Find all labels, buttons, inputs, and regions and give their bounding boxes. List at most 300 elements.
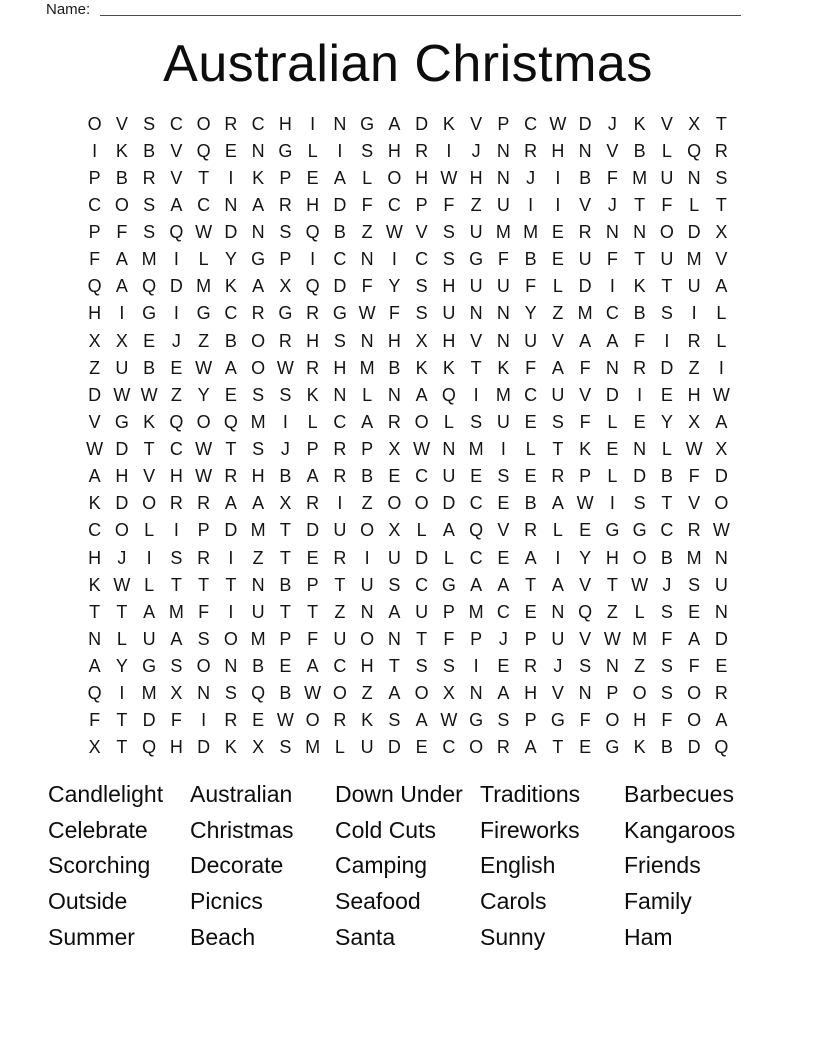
grid-letter-r23-c21: H	[633, 710, 647, 731]
grid-letter-r20-c6: O	[223, 628, 238, 649]
grid-letter-r1-c8: H	[278, 113, 292, 134]
grid-letter-r7-c24: A	[715, 276, 728, 297]
grid-letter-r5-c23: D	[687, 222, 701, 243]
grid-letter-r20-c5: S	[197, 628, 210, 649]
grid-letter-r22-c15: N	[469, 683, 483, 704]
grid-letter-r14-c9: A	[306, 466, 319, 487]
grid-letter-r3-c4: V	[170, 167, 183, 188]
grid-letter-r17-c21: O	[632, 547, 647, 568]
grid-letter-r17-c17: A	[524, 547, 537, 568]
grid-letter-r4-c2: O	[114, 194, 129, 215]
grid-letter-r10-c12: B	[388, 357, 401, 378]
word-list-item: Seafood	[335, 888, 421, 915]
grid-letter-r8-c15: N	[469, 303, 483, 324]
grid-letter-r17-c23: M	[686, 547, 702, 568]
grid-letter-r15-c12: O	[387, 493, 402, 514]
grid-letter-r12-c15: S	[470, 411, 483, 432]
grid-letter-r16-c6: D	[224, 520, 238, 541]
grid-letter-r21-c1: A	[88, 656, 101, 677]
grid-letter-r5-c20: N	[605, 222, 619, 243]
grid-letter-r12-c13: O	[414, 411, 429, 432]
grid-letter-r18-c20: T	[606, 574, 618, 595]
grid-letter-r21-c24: E	[715, 656, 728, 677]
grid-letter-r23-c6: R	[224, 710, 238, 731]
grid-letter-r14-c23: F	[688, 466, 700, 487]
grid-letter-r10-c14: K	[442, 357, 455, 378]
grid-letter-r22-c1: Q	[87, 683, 102, 704]
grid-letter-r8-c23: I	[691, 303, 697, 324]
grid-letter-r12-c3: K	[143, 411, 156, 432]
grid-letter-r23-c15: G	[469, 710, 484, 731]
grid-letter-r8-c9: R	[306, 303, 320, 324]
grid-letter-r22-c14: X	[442, 683, 455, 704]
grid-letter-r22-c18: V	[551, 683, 564, 704]
grid-letter-r19-c24: N	[714, 601, 728, 622]
grid-letter-r24-c10: L	[334, 737, 345, 758]
grid-letter-r15-c16: E	[497, 493, 510, 514]
grid-letter-r1-c11: G	[360, 113, 375, 134]
grid-letter-r9-c11: N	[360, 330, 374, 351]
grid-letter-r4-c11: F	[361, 194, 373, 215]
grid-letter-r6-c11: N	[360, 249, 374, 270]
grid-letter-r1-c20: J	[607, 113, 617, 134]
grid-letter-r17-c15: C	[469, 547, 483, 568]
grid-letter-r12-c20: L	[607, 411, 618, 432]
grid-letter-r6-c18: E	[551, 249, 564, 270]
grid-letter-r23-c23: O	[687, 710, 702, 731]
word-list-item: Picnics	[190, 888, 263, 915]
grid-letter-r20-c23: A	[688, 628, 701, 649]
grid-letter-r19-c15: M	[468, 601, 484, 622]
grid-letter-r23-c14: W	[440, 710, 458, 731]
grid-letter-r22-c10: O	[332, 683, 347, 704]
grid-letter-r6-c16: F	[497, 249, 509, 270]
grid-letter-r23-c13: A	[415, 710, 428, 731]
grid-letter-r10-c18: A	[551, 357, 564, 378]
grid-letter-r2-c6: E	[224, 140, 237, 161]
grid-letter-r24-c18: T	[552, 737, 564, 758]
grid-letter-r12-c4: Q	[169, 411, 184, 432]
grid-letter-r6-c23: M	[686, 249, 702, 270]
grid-letter-r2-c9: L	[307, 140, 318, 161]
grid-letter-r13-c2: D	[115, 439, 129, 460]
grid-letter-r1-c3: S	[143, 113, 156, 134]
grid-letter-r9-c2: X	[115, 330, 128, 351]
grid-letter-r13-c8: J	[280, 439, 290, 460]
grid-letter-r3-c23: N	[687, 167, 701, 188]
grid-letter-r20-c4: A	[170, 628, 183, 649]
grid-letter-r13-c12: X	[388, 439, 401, 460]
grid-letter-r17-c3: I	[146, 547, 152, 568]
word-list-item: Outside	[48, 888, 128, 915]
grid-letter-r13-c1: W	[86, 439, 104, 460]
grid-letter-r8-c14: U	[442, 303, 456, 324]
grid-letter-r8-c10: G	[332, 303, 347, 324]
grid-letter-r1-c23: X	[688, 113, 701, 134]
grid-letter-r13-c23: W	[685, 439, 703, 460]
grid-letter-r8-c17: Y	[524, 303, 537, 324]
grid-letter-r15-c7: A	[252, 493, 265, 514]
grid-letter-r9-c4: J	[171, 330, 181, 351]
grid-letter-r3-c15: H	[469, 167, 483, 188]
grid-letter-r2-c5: Q	[196, 140, 211, 161]
grid-letter-r2-c11: S	[361, 140, 374, 161]
grid-letter-r1-c22: V	[660, 113, 673, 134]
grid-letter-r6-c2: A	[115, 249, 128, 270]
grid-letter-r21-c23: F	[688, 656, 700, 677]
grid-letter-r9-c7: O	[251, 330, 266, 351]
grid-letter-r12-c17: E	[524, 411, 537, 432]
grid-letter-r5-c15: U	[469, 222, 483, 243]
grid-letter-r5-c1: P	[88, 222, 101, 243]
grid-letter-r3-c1: P	[88, 167, 101, 188]
grid-letter-r9-c6: B	[224, 330, 237, 351]
grid-letter-r14-c6: R	[224, 466, 238, 487]
grid-letter-r11-c14: Q	[441, 384, 456, 405]
grid-letter-r5-c5: W	[195, 222, 213, 243]
grid-letter-r16-c8: T	[279, 520, 291, 541]
grid-letter-r9-c22: I	[664, 330, 670, 351]
grid-letter-r17-c20: H	[605, 547, 619, 568]
grid-letter-r14-c3: V	[143, 466, 156, 487]
grid-letter-r11-c16: M	[495, 384, 511, 405]
grid-letter-r11-c22: E	[660, 384, 673, 405]
grid-letter-r1-c10: N	[333, 113, 347, 134]
grid-letter-r23-c5: I	[201, 710, 207, 731]
grid-letter-r3-c16: N	[496, 167, 510, 188]
grid-letter-r14-c20: L	[607, 466, 618, 487]
grid-letter-r6-c22: U	[660, 249, 674, 270]
grid-letter-r19-c10: Z	[334, 601, 346, 622]
grid-letter-r2-c14: I	[446, 140, 452, 161]
grid-letter-r24-c21: K	[633, 737, 646, 758]
grid-letter-r19-c2: T	[116, 601, 128, 622]
grid-letter-r6-c8: P	[279, 249, 292, 270]
grid-letter-r24-c24: Q	[714, 737, 729, 758]
grid-letter-r3-c9: E	[306, 167, 319, 188]
grid-letter-r16-c1: C	[88, 520, 102, 541]
grid-letter-r23-c12: S	[388, 710, 401, 731]
grid-letter-r11-c7: S	[252, 384, 265, 405]
grid-letter-r15-c1: K	[88, 493, 101, 514]
grid-letter-r22-c23: O	[687, 683, 702, 704]
grid-letter-r7-c1: Q	[87, 276, 102, 297]
grid-letter-r12-c14: L	[443, 411, 454, 432]
grid-letter-r16-c7: M	[250, 520, 266, 541]
grid-letter-r4-c9: H	[306, 194, 320, 215]
word-list-item: Beach	[190, 923, 256, 950]
grid-letter-r10-c22: D	[660, 357, 674, 378]
grid-letter-r3-c19: B	[579, 167, 592, 188]
grid-letter-r17-c11: I	[364, 547, 370, 568]
grid-letter-r12-c1: V	[88, 411, 101, 432]
grid-letter-r2-c10: I	[337, 140, 343, 161]
grid-letter-r23-c18: G	[550, 710, 565, 731]
grid-letter-r22-c12: A	[388, 683, 401, 704]
word-list-item: Santa	[335, 923, 396, 950]
grid-letter-r20-c13: T	[416, 628, 428, 649]
grid-letter-r15-c3: O	[142, 493, 157, 514]
grid-letter-r9-c13: X	[415, 330, 428, 351]
grid-letter-r21-c22: S	[660, 656, 673, 677]
grid-letter-r19-c6: I	[228, 601, 234, 622]
grid-letter-r22-c8: B	[279, 683, 292, 704]
grid-letter-r12-c9: L	[307, 411, 318, 432]
grid-letter-r8-c7: R	[251, 303, 265, 324]
grid-letter-r16-c17: R	[524, 520, 538, 541]
grid-letter-r24-c13: E	[415, 737, 428, 758]
grid-letter-r10-c7: O	[251, 357, 266, 378]
grid-letter-r5-c9: Q	[305, 222, 320, 243]
grid-letter-r17-c2: J	[117, 547, 127, 568]
grid-letter-r11-c2: W	[113, 384, 131, 405]
grid-letter-r7-c8: X	[279, 276, 292, 297]
grid-letter-r2-c21: B	[633, 140, 646, 161]
grid-letter-r3-c24: S	[715, 167, 728, 188]
grid-letter-r10-c15: T	[470, 357, 482, 378]
grid-letter-r19-c13: U	[415, 601, 429, 622]
grid-letter-r14-c2: H	[115, 466, 129, 487]
grid-letter-r9-c3: E	[143, 330, 156, 351]
grid-letter-r19-c11: N	[360, 601, 374, 622]
grid-letter-r15-c15: C	[469, 493, 483, 514]
grid-letter-r16-c9: D	[306, 520, 320, 541]
grid-letter-r1-c7: C	[251, 113, 265, 134]
grid-letter-r20-c3: U	[142, 628, 156, 649]
word-list-item: Cold Cuts	[335, 816, 436, 843]
grid-letter-r3-c14: W	[440, 167, 458, 188]
word-list-item: Down Under	[335, 781, 463, 807]
word-list-item: English	[480, 852, 556, 879]
grid-letter-r2-c8: G	[278, 140, 293, 161]
grid-letter-r14-c19: P	[579, 466, 592, 487]
grid-letter-r24-c15: O	[469, 737, 484, 758]
grid-letter-r11-c8: S	[279, 384, 292, 405]
grid-letter-r10-c17: F	[525, 357, 537, 378]
grid-letter-r1-c21: K	[633, 113, 646, 134]
grid-letter-r20-c24: D	[714, 628, 728, 649]
grid-letter-r21-c10: C	[333, 656, 347, 677]
grid-letter-r1-c2: V	[115, 113, 128, 134]
grid-letter-r9-c14: H	[442, 330, 456, 351]
grid-letter-r19-c16: C	[496, 601, 510, 622]
grid-letter-r1-c15: V	[470, 113, 483, 134]
grid-letter-r22-c17: H	[524, 683, 538, 704]
grid-letter-r15-c18: A	[551, 493, 564, 514]
grid-letter-r21-c7: B	[252, 656, 265, 677]
grid-letter-r1-c18: W	[549, 113, 567, 134]
grid-letter-r13-c9: P	[306, 439, 319, 460]
grid-letter-r4-c6: N	[224, 194, 238, 215]
grid-letter-r15-c14: D	[442, 493, 456, 514]
grid-letter-r22-c7: Q	[251, 683, 266, 704]
grid-letter-r8-c3: G	[142, 303, 157, 324]
grid-letter-r24-c7: X	[252, 737, 265, 758]
grid-letter-r4-c22: F	[661, 194, 673, 215]
grid-letter-r9-c15: V	[470, 330, 483, 351]
grid-letter-r18-c18: A	[551, 574, 564, 595]
grid-letter-r21-c6: N	[224, 656, 238, 677]
grid-letter-r2-c20: V	[606, 140, 619, 161]
grid-letter-r8-c1: H	[88, 303, 102, 324]
grid-letter-r11-c18: U	[551, 384, 565, 405]
grid-letter-r22-c4: X	[170, 683, 183, 704]
grid-letter-r15-c11: Z	[361, 493, 373, 514]
grid-letter-r10-c23: Z	[688, 357, 700, 378]
grid-letter-r4-c12: C	[387, 194, 401, 215]
grid-letter-r7-c22: T	[661, 276, 673, 297]
grid-letter-r17-c22: B	[660, 547, 673, 568]
grid-letter-r13-c21: N	[633, 439, 647, 460]
grid-letter-r19-c5: F	[198, 601, 210, 622]
grid-letter-r10-c10: H	[333, 357, 347, 378]
grid-letter-r9-c23: R	[687, 330, 701, 351]
grid-letter-r20-c10: U	[333, 628, 347, 649]
grid-letter-r3-c10: A	[333, 167, 346, 188]
grid-letter-r7-c4: D	[169, 276, 183, 297]
grid-letter-r7-c9: Q	[305, 276, 320, 297]
grid-letter-r14-c4: H	[169, 466, 183, 487]
grid-letter-r18-c1: K	[88, 574, 101, 595]
grid-letter-r4-c16: U	[496, 194, 510, 215]
grid-letter-r22-c6: S	[224, 683, 237, 704]
grid-letter-r22-c19: N	[578, 683, 592, 704]
grid-letter-r22-c22: S	[660, 683, 673, 704]
grid-letter-r17-c12: U	[387, 547, 401, 568]
grid-letter-r24-c11: U	[360, 737, 374, 758]
grid-letter-r13-c16: I	[500, 439, 506, 460]
grid-letter-r6-c19: U	[578, 249, 592, 270]
grid-letter-r23-c20: O	[605, 710, 620, 731]
grid-letter-r5-c10: B	[333, 222, 346, 243]
grid-letter-r4-c19: V	[579, 194, 592, 215]
grid-letter-r24-c3: Q	[142, 737, 157, 758]
grid-letter-r20-c18: U	[551, 628, 565, 649]
grid-letter-r20-c12: N	[387, 628, 401, 649]
grid-letter-r23-c10: R	[333, 710, 347, 731]
grid-letter-r3-c17: J	[526, 167, 536, 188]
grid-letter-r20-c11: O	[360, 628, 375, 649]
grid-letter-r13-c17: L	[525, 439, 536, 460]
grid-letter-r7-c7: A	[252, 276, 265, 297]
grid-letter-r3-c7: K	[252, 167, 265, 188]
grid-letter-r20-c20: W	[603, 628, 621, 649]
grid-letter-r8-c24: L	[716, 303, 727, 324]
grid-letter-r21-c13: S	[415, 656, 428, 677]
word-list-item: Friends	[624, 852, 701, 879]
grid-letter-r2-c4: V	[170, 140, 183, 161]
grid-letter-r16-c18: L	[552, 520, 563, 541]
grid-letter-r18-c14: G	[441, 574, 456, 595]
grid-letter-r17-c8: T	[279, 547, 291, 568]
grid-letter-r16-c15: Q	[469, 520, 484, 541]
grid-letter-r13-c20: E	[606, 439, 619, 460]
grid-letter-r5-c8: S	[279, 222, 292, 243]
grid-letter-r23-c8: W	[276, 710, 294, 731]
grid-letter-r23-c3: D	[142, 710, 156, 731]
grid-letter-r18-c21: W	[631, 574, 649, 595]
grid-letter-r20-c21: M	[632, 628, 648, 649]
grid-letter-r17-c1: H	[88, 547, 102, 568]
grid-letter-r16-c2: O	[114, 520, 129, 541]
grid-letter-r15-c13: O	[414, 493, 429, 514]
grid-letter-r8-c20: C	[605, 303, 619, 324]
grid-letter-r11-c6: E	[224, 384, 237, 405]
grid-letter-r19-c9: T	[307, 601, 319, 622]
grid-letter-r2-c13: R	[415, 140, 429, 161]
grid-letter-r6-c10: C	[333, 249, 347, 270]
grid-letter-r4-c21: T	[634, 194, 646, 215]
grid-letter-r7-c11: F	[361, 276, 373, 297]
grid-letter-r2-c18: H	[551, 140, 565, 161]
grid-letter-r13-c7: S	[252, 439, 265, 460]
grid-letter-r2-c23: Q	[687, 140, 702, 161]
grid-letter-r1-c17: C	[524, 113, 538, 134]
grid-letter-r17-c9: E	[306, 547, 319, 568]
grid-letter-r20-c15: P	[470, 628, 483, 649]
grid-letter-r15-c22: T	[661, 493, 673, 514]
grid-letter-r22-c9: W	[304, 683, 322, 704]
grid-letter-r12-c16: U	[496, 411, 510, 432]
grid-letter-r11-c19: V	[579, 384, 592, 405]
grid-letter-r5-c12: W	[385, 222, 403, 243]
grid-letter-r7-c18: L	[552, 276, 563, 297]
grid-letter-r15-c24: O	[714, 493, 729, 514]
grid-letter-r22-c21: O	[632, 683, 647, 704]
grid-letter-r19-c20: Z	[606, 601, 618, 622]
grid-letter-r3-c22: U	[660, 167, 674, 188]
grid-letter-r20-c19: V	[579, 628, 592, 649]
grid-letter-r10-c3: B	[143, 357, 156, 378]
grid-letter-r19-c23: E	[688, 601, 701, 622]
grid-letter-r16-c19: E	[579, 520, 592, 541]
grid-letter-r23-c19: F	[579, 710, 591, 731]
grid-letter-r21-c21: Z	[634, 656, 646, 677]
grid-letter-r3-c12: O	[387, 167, 402, 188]
grid-letter-r11-c23: H	[687, 384, 701, 405]
grid-letter-r6-c17: B	[524, 249, 537, 270]
grid-letter-r15-c23: V	[688, 493, 701, 514]
word-list-column-4	[480, 777, 624, 956]
grid-letter-r2-c2: K	[115, 140, 128, 161]
grid-letter-r14-c22: B	[660, 466, 673, 487]
grid-letter-r3-c5: T	[198, 167, 210, 188]
grid-letter-r15-c19: W	[576, 493, 594, 514]
grid-letter-r13-c4: C	[169, 439, 183, 460]
grid-letter-r24-c14: C	[442, 737, 456, 758]
grid-letter-r15-c21: S	[633, 493, 646, 514]
word-list-item: Christmas	[190, 816, 294, 843]
grid-letter-r9-c20: A	[606, 330, 619, 351]
grid-letter-r4-c14: F	[443, 194, 455, 215]
grid-letter-r3-c18: I	[555, 167, 561, 188]
grid-letter-r9-c24: L	[716, 330, 727, 351]
grid-letter-r18-c19: V	[579, 574, 592, 595]
word-list-item: Celebrate	[48, 816, 148, 843]
grid-letter-r17-c4: S	[170, 547, 183, 568]
grid-letter-r23-c4: F	[170, 710, 182, 731]
grid-letter-r3-c2: B	[115, 167, 128, 188]
grid-letter-r3-c20: F	[606, 167, 618, 188]
grid-letter-r20-c9: F	[307, 628, 319, 649]
grid-letter-r19-c17: E	[524, 601, 537, 622]
grid-letter-r11-c12: N	[387, 384, 401, 405]
grid-letter-r8-c4: I	[173, 303, 179, 324]
grid-letter-r5-c3: S	[143, 222, 156, 243]
grid-letter-r6-c20: F	[606, 249, 618, 270]
grid-letter-r12-c11: A	[361, 411, 374, 432]
grid-letter-r24-c17: A	[524, 737, 537, 758]
